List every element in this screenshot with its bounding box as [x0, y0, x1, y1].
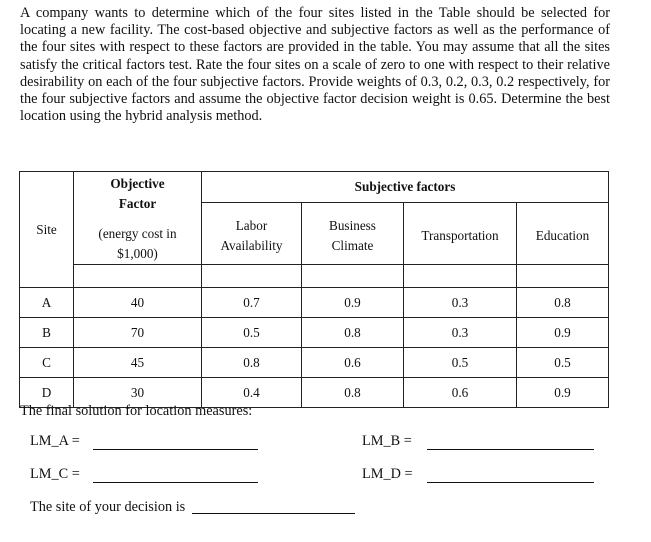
decision-label: The site of your decision is [30, 499, 186, 515]
final-solution-label: The final solution for location measures: [20, 403, 253, 419]
lm-b-answer-line[interactable] [427, 449, 594, 450]
business-line1: Business [329, 217, 376, 233]
lm-d-label: LM_D = [362, 466, 413, 482]
labor-cell: 0.8 [202, 348, 302, 378]
table-row [20, 318, 609, 348]
transport-cell: 0.3 [404, 288, 517, 318]
transportation-header: Transportation [404, 203, 517, 265]
site-factors-table [19, 171, 609, 408]
problem-statement: A company wants to determine which of the four sites listed in the Table should be selected for locating a new facility. The cost-based objective and subjective factors as well as the performance of the four sites with respect to these factors are provided in the table. You may assume that all the sites satisfy the critical factors test. Rate the four sites on a scale of zero to one with respect to their relative desirability on each of the four subjective factors. Provide weights of 0.3, 0.2, 0.3, 0.2 respectively, for the four subjective factors and assume the objective factor decision weight is 0.65. Determine the best location using the hybrid analysis method. [20, 5, 610, 125]
transport-cell: 0.6 [404, 378, 517, 408]
business-line2: Climate [331, 237, 374, 253]
objective-factor-title: Objective Factor [110, 176, 165, 211]
transport-cell: 0.3 [404, 318, 517, 348]
site-cell: D [20, 378, 74, 408]
labor-line2: Availability [220, 237, 283, 253]
education-cell: 0.9 [517, 318, 609, 348]
subjective-factors-header: Subjective factors [202, 172, 609, 203]
education-header: Education [517, 203, 609, 265]
energy-cell: 40 [74, 288, 202, 318]
labor-header [202, 203, 302, 265]
site-header: Site [20, 172, 74, 288]
objective-factor-header [74, 172, 202, 265]
business-cell: 0.9 [302, 288, 404, 318]
transport-cell: 0.5 [404, 348, 517, 378]
labor-cell: 0.4 [202, 378, 302, 408]
energy-cell: 70 [74, 318, 202, 348]
objective-unit-line1: (energy cost in [98, 226, 177, 241]
labor-cell: 0.5 [202, 318, 302, 348]
education-cell: 0.9 [517, 378, 609, 408]
lm-b-label: LM_B = [362, 433, 412, 449]
lm-a-label: LM_A = [30, 433, 80, 449]
decision-answer-line[interactable] [192, 513, 355, 514]
lm-c-label: LM_C = [30, 466, 80, 482]
table-row [20, 288, 609, 318]
site-cell: C [20, 348, 74, 378]
education-cell: 0.8 [517, 288, 609, 318]
labor-cell: 0.7 [202, 288, 302, 318]
labor-line1: Labor [235, 217, 268, 233]
site-cell: A [20, 288, 74, 318]
objective-unit-line2: $1,000) [117, 246, 158, 261]
table-row [20, 348, 609, 378]
business-cell: 0.8 [302, 318, 404, 348]
site-cell: B [20, 318, 74, 348]
lm-d-answer-line[interactable] [427, 482, 594, 483]
education-cell: 0.5 [517, 348, 609, 378]
business-cell: 0.8 [302, 378, 404, 408]
energy-cell: 30 [74, 378, 202, 408]
energy-cell: 45 [74, 348, 202, 378]
lm-a-answer-line[interactable] [93, 449, 258, 450]
business-header [302, 203, 404, 265]
lm-c-answer-line[interactable] [93, 482, 258, 483]
business-cell: 0.6 [302, 348, 404, 378]
